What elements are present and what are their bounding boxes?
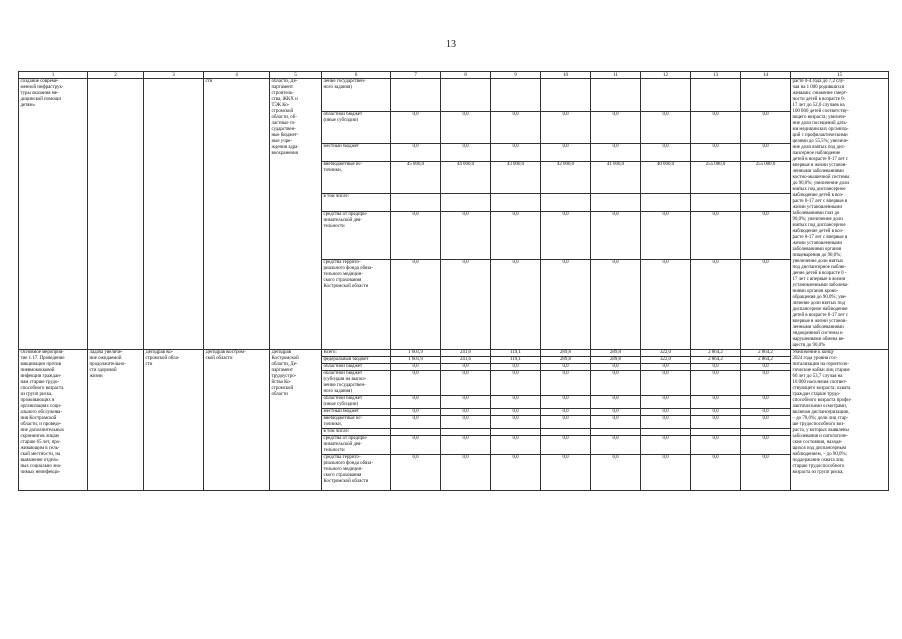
table-row	[19, 350, 889, 357]
value-cell: 0,0	[491, 371, 541, 396]
column-header-5: 5	[270, 72, 322, 79]
value-cell: 241,6	[441, 350, 491, 357]
value-cell: 0,0	[741, 364, 791, 371]
value-cell: 0,0	[691, 144, 741, 162]
funding-source-label: внебюджетные ис- точники,	[322, 161, 391, 194]
column-header-2: 2	[88, 72, 144, 79]
value-cell: 0,0	[391, 409, 441, 416]
cell-c4-block2: Депздрав Костром- ской области	[204, 350, 270, 491]
value-cell: 0,0	[441, 371, 491, 396]
funding-source-label: федеральный бюджет	[322, 357, 391, 364]
column-header-9: 9	[491, 72, 541, 79]
value-cell: 0,0	[541, 211, 591, 259]
value-cell: 0,0	[441, 436, 491, 455]
value-cell: 0,0	[541, 144, 591, 162]
column-header-11: 11	[591, 72, 641, 79]
value-cell: 0,0	[391, 416, 441, 429]
column-header-1: 1	[19, 72, 88, 79]
value-cell: 0,0	[491, 364, 541, 371]
value-cell: 322,0	[641, 350, 691, 357]
value-cell	[541, 429, 591, 436]
funding-source-label: областной бюджет (иные субсидии)	[322, 111, 391, 144]
value-cell: 0,0	[491, 436, 541, 455]
value-cell: 0,0	[491, 409, 541, 416]
value-cell: 0,0	[691, 455, 741, 491]
funding-source-label: средства от предпри- нимательской дея- тельности	[322, 211, 391, 259]
value-cell	[591, 194, 641, 212]
value-cell: 0,0	[641, 144, 691, 162]
value-cell	[541, 194, 591, 212]
value-cell: 0,0	[591, 111, 641, 144]
value-cell: 0,0	[441, 364, 491, 371]
value-cell: 40 000,0	[641, 161, 691, 194]
column-header-12: 12	[641, 72, 691, 79]
value-cell: 0,0	[491, 111, 541, 144]
value-cell: 0,0	[591, 409, 641, 416]
value-cell: 0,0	[541, 416, 591, 429]
cell-c1-block2: Основное мероприя- тие 1.17. Проведение вакцинации против пневмококковой инфекции граждан- нам старше трудо- способного возраста из групп риска, проживающих в организациях соци- ального обслужива- ния Костромской области, и проведе- ние дополнительных скринингов лицам старше 65 лет, про- живающим в сель- ской местности, на выявление отдель- ных социально зна- чимых неинфекци-	[19, 350, 88, 491]
value-cell	[591, 429, 641, 436]
value-cell: 0,0	[441, 211, 491, 259]
value-cell	[391, 194, 441, 212]
cell-c4-block1: сти	[204, 79, 270, 350]
value-cell: 0,0	[591, 416, 641, 429]
value-cell	[691, 429, 741, 436]
program-table	[18, 71, 889, 491]
value-cell: 41 000,0	[591, 161, 641, 194]
value-cell: 0,0	[591, 436, 641, 455]
value-cell: 0,0	[391, 396, 441, 409]
value-cell: 2 864,2	[691, 357, 741, 364]
value-cell: 0,0	[591, 144, 641, 162]
column-header-3: 3	[144, 72, 204, 79]
header-row	[19, 72, 889, 79]
table-body	[19, 72, 889, 491]
value-cell: 2 864,2	[741, 350, 791, 357]
value-cell: 0,0	[391, 455, 441, 491]
value-cell: 0,0	[741, 371, 791, 396]
value-cell: 0,0	[541, 259, 591, 349]
value-cell: 0,0	[741, 455, 791, 491]
value-cell	[541, 79, 591, 112]
value-cell: 0,0	[741, 211, 791, 259]
column-header-13: 13	[691, 72, 741, 79]
value-cell: 0,0	[691, 416, 741, 429]
value-cell: 0,0	[691, 436, 741, 455]
value-cell: 0,0	[541, 409, 591, 416]
value-cell: 0,0	[691, 396, 741, 409]
funding-source-label: средства террито- риального фонда обяза- тельного медицин- ского страхования Костромской области	[322, 259, 391, 349]
value-cell: 0,0	[391, 144, 441, 162]
value-cell: 0,0	[641, 455, 691, 491]
value-cell: 0,0	[391, 111, 441, 144]
funding-source-label: средства террито- риального фонда обяза- тельного медицин- ского страхования Костромской области	[322, 455, 391, 491]
value-cell: 0,0	[691, 364, 741, 371]
value-cell: 0,0	[741, 144, 791, 162]
value-cell: 289,8	[541, 357, 591, 364]
value-cell: 0,0	[441, 259, 491, 349]
value-cell: 289,8	[591, 357, 641, 364]
column-header-15: 15	[791, 72, 889, 79]
value-cell: 0,0	[541, 364, 591, 371]
cell-c2-block1	[88, 79, 144, 350]
column-header-14: 14	[741, 72, 791, 79]
value-cell: 0,0	[541, 455, 591, 491]
value-cell: 44 000,0	[441, 161, 491, 194]
funding-source-label: областной бюджет (иные субсидии)	[322, 396, 391, 409]
value-cell: 0,0	[391, 436, 441, 455]
value-cell	[491, 79, 541, 112]
expected-results-block1: расте 0-4 года до 7,2 слу- чая на 1 000 родившихся живыми; снижение смерт- ности детей в возрасте 0- 17 лет до 52,0 случаев на 100 000 детей соответству- ющего возраста; увеличе- ние доли посещений дать- ми медицинских организа- ций с профилактическими целями до 55,5%; увеличе- ние доли взятых под дис- пансерное наблюдение детей в возрасте 0-17 лет с впервые в жизни установ- ленными заболеваниями костно-мышечной системы до 90,0%; увеличение доли взятых под диспансерное наблюдение детей в воз- расте 0-17 лет с впервые в жизни установленными заболеваниями глаз до 90,0%; увеличение доли взятых под диспансерное наблюдение детей в воз- расте 0-17 лет с впервые в жизни установленными заболеваниями органов пищеварения до 90,0%; увеличение доли взятых под диспансерное наблю- дение детей в возрасте 0 - 17 лет с впервые в жизни установленными заболева- ниями органов крово- обращения до 90,0%; уве- личение доли взятых под диспансерное наблюдение детей в возрасте 0-17 лет с впервые в жизни установ- ленными заболеваниями эндокринной системы и нарушениями обмена ве- ществ до 90,0%	[791, 79, 889, 350]
funding-source-label: ление государствен- ного задания)	[322, 79, 391, 112]
value-cell	[441, 79, 491, 112]
value-cell: 1 601,9	[391, 357, 441, 364]
value-cell	[491, 194, 541, 212]
value-cell: 0,0	[641, 409, 691, 416]
value-cell: 0,0	[391, 364, 441, 371]
value-cell: 0,0	[641, 371, 691, 396]
value-cell: 0,0	[641, 364, 691, 371]
value-cell	[491, 429, 541, 436]
value-cell: 0,0	[691, 259, 741, 349]
value-cell: 0,0	[541, 111, 591, 144]
value-cell: 0,0	[441, 111, 491, 144]
value-cell: 241,6	[441, 357, 491, 364]
value-cell: 43 000,0	[491, 161, 541, 194]
column-header-7: 7	[391, 72, 441, 79]
cell-c1-block1: создание совреме- менной инфраструк- туры оказания ме- дицинской помощи детям»	[19, 79, 88, 350]
value-cell: 255 000,0	[741, 161, 791, 194]
value-cell	[391, 429, 441, 436]
value-cell: 322,0	[641, 357, 691, 364]
value-cell	[741, 194, 791, 212]
value-cell: 0,0	[691, 409, 741, 416]
value-cell: 0,0	[441, 144, 491, 162]
value-cell	[591, 79, 641, 112]
funding-source-label: в том числе:	[322, 429, 391, 436]
value-cell: 0,0	[741, 416, 791, 429]
value-cell	[741, 79, 791, 112]
value-cell: 0,0	[591, 455, 641, 491]
value-cell: 0,0	[641, 111, 691, 144]
funding-source-label: областной бюджет	[322, 364, 391, 371]
value-cell: 0,0	[491, 416, 541, 429]
cell-c3-block1	[144, 79, 204, 350]
value-cell: 2 864,2	[741, 357, 791, 364]
value-cell: 0,0	[741, 396, 791, 409]
value-cell: 0,0	[641, 211, 691, 259]
page-number: 13	[446, 39, 456, 50]
value-cell: 0,0	[591, 364, 641, 371]
value-cell: 0,0	[741, 409, 791, 416]
value-cell: 0,0	[491, 211, 541, 259]
funding-source-label: местный бюджет	[322, 144, 391, 162]
value-cell: 119,1	[491, 357, 541, 364]
funding-source-label: средства от предпри- нимательской дея- тельности	[322, 436, 391, 455]
value-cell: 0,0	[391, 259, 441, 349]
value-cell: 255 000,0	[691, 161, 741, 194]
value-cell: 0,0	[591, 396, 641, 409]
funding-source-label: местный бюджет	[322, 409, 391, 416]
value-cell	[741, 429, 791, 436]
column-header-4: 4	[204, 72, 270, 79]
funding-source-label: в том числе:	[322, 194, 391, 212]
value-cell: 0,0	[491, 259, 541, 349]
column-header-8: 8	[441, 72, 491, 79]
value-cell: 0,0	[441, 455, 491, 491]
expected-results-block2: Увеличение к концу 2024 года уровня гос- питализации на геронтоло- гические койки лиц старше 60 лет до 53,7 случая на 10 000 населения соответ- ствующего возраста; охвата граждан старше трудо- способного возраста профи- лактическими осмотрами, включая диспансеризацию, – до 70,0%; доли лиц стар- ше трудоспособного воз- раста, у которых выявлены заболевания и патологиче- ские состояния, находя- щихся под диспансерным наблюдением, – до 90,0%; поддержание охвата лиц старше трудоспособного возраста из групп риска,	[791, 350, 889, 491]
value-cell	[641, 429, 691, 436]
value-cell	[441, 429, 491, 436]
value-cell: 0,0	[491, 144, 541, 162]
value-cell: 0,0	[741, 436, 791, 455]
funding-source-label: областной бюджет (субсидия на выпол- нение государствен- ного задания)	[322, 371, 391, 396]
value-cell: 2 864,2	[691, 350, 741, 357]
value-cell: 0,0	[591, 259, 641, 349]
value-cell: 0,0	[591, 211, 641, 259]
value-cell: 0,0	[491, 455, 541, 491]
value-cell: 0,0	[641, 396, 691, 409]
value-cell	[391, 79, 441, 112]
value-cell	[441, 194, 491, 212]
cell-c3-block2: Депздрав Ко- стромской обла- сти	[144, 350, 204, 491]
value-cell: 289,8	[591, 350, 641, 357]
value-cell: 0,0	[641, 416, 691, 429]
value-cell: 42 000,0	[541, 161, 591, 194]
value-cell: 0,0	[591, 371, 641, 396]
value-cell: 0,0	[741, 111, 791, 144]
value-cell: 0,0	[641, 436, 691, 455]
column-header-10: 10	[541, 72, 591, 79]
value-cell: 0,0	[741, 259, 791, 349]
value-cell: 0,0	[391, 371, 441, 396]
value-cell: 0,0	[391, 211, 441, 259]
funding-source-label: Всего:	[322, 350, 391, 357]
value-cell: 0,0	[691, 111, 741, 144]
value-cell: 0,0	[541, 436, 591, 455]
value-cell: 119,1	[491, 350, 541, 357]
value-cell: 289,8	[541, 350, 591, 357]
value-cell: 0,0	[441, 409, 491, 416]
value-cell: 1 601,9	[391, 350, 441, 357]
value-cell	[691, 194, 741, 212]
value-cell	[691, 79, 741, 112]
value-cell: 0,0	[491, 396, 541, 409]
value-cell	[641, 79, 691, 112]
value-cell: 45 000,0	[391, 161, 441, 194]
value-cell: 0,0	[541, 396, 591, 409]
value-cell: 0,0	[541, 371, 591, 396]
table-row	[19, 79, 889, 112]
value-cell: 0,0	[691, 211, 741, 259]
value-cell: 0,0	[441, 396, 491, 409]
funding-source-label: внебюджетные ис- точники,	[322, 416, 391, 429]
cell-c5-block2: Депздрав Костромской области, Де- партамент трудоустро- йства Ко- стромской области	[270, 350, 322, 491]
cell-c2-block2: Задача увеличе- ние ожидаемой продолжительно- сти здоровой жизни	[88, 350, 144, 491]
column-header-6: 6	[322, 72, 391, 79]
value-cell: 0,0	[691, 371, 741, 396]
value-cell: 0,0	[641, 259, 691, 349]
value-cell	[641, 194, 691, 212]
cell-c5-block1: области, Де- партамент строитель- ства, ЖКХ и ТЭК Ко- стромской области, об- ластные го- сударствен- ные бюджет- ные учре- ждения здра- воохранения	[270, 79, 322, 350]
value-cell: 0,0	[441, 416, 491, 429]
